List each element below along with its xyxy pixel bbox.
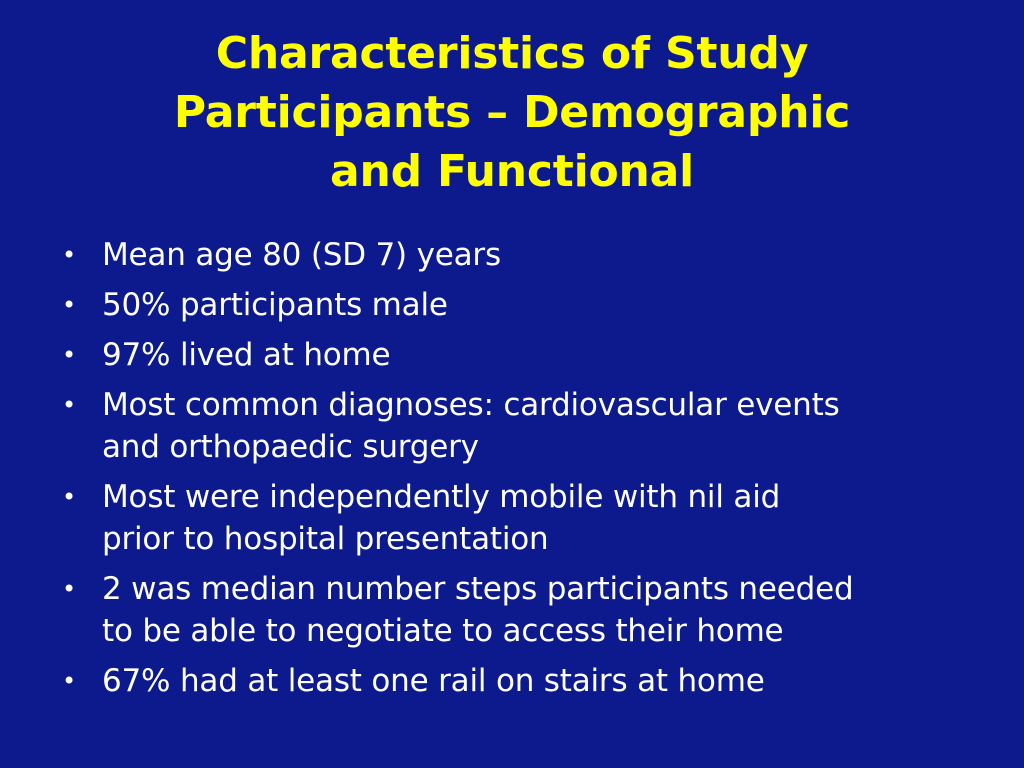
bullet-icon: • bbox=[62, 241, 76, 269]
title-line: and Functional bbox=[329, 146, 695, 197]
bullet-icon: • bbox=[62, 341, 76, 369]
bullet-text bbox=[102, 476, 982, 560]
bullet-line: 67% had at least one rail on stairs at home bbox=[102, 663, 765, 699]
bullet-text bbox=[102, 568, 982, 652]
bullet-item bbox=[62, 660, 982, 702]
bullet-icon: • bbox=[62, 391, 76, 419]
bullet-line: prior to hospital presentation bbox=[102, 521, 549, 557]
title-line: Characteristics of Study bbox=[215, 28, 809, 79]
bullet-line: to be able to negotiate to access their home bbox=[102, 613, 784, 649]
bullet-text bbox=[102, 334, 982, 376]
bullet-line: 97% lived at home bbox=[102, 337, 391, 373]
bullet-line: Most common diagnoses: cardiovascular events bbox=[102, 387, 840, 423]
bullet-icon: • bbox=[62, 575, 76, 603]
bullet-list bbox=[62, 234, 982, 710]
bullet-icon: • bbox=[62, 291, 76, 319]
bullet-item bbox=[62, 284, 982, 326]
bullet-icon: • bbox=[62, 483, 76, 511]
bullet-text bbox=[102, 284, 982, 326]
bullet-icon: • bbox=[62, 667, 76, 695]
bullet-item bbox=[62, 384, 982, 468]
bullet-text bbox=[102, 234, 982, 276]
bullet-line: and orthopaedic surgery bbox=[102, 429, 479, 465]
slide-title bbox=[60, 24, 964, 201]
bullet-line: Mean age 80 (SD 7) years bbox=[102, 237, 501, 273]
title-line: Participants – Demographic bbox=[173, 87, 851, 138]
bullet-text bbox=[102, 384, 982, 468]
bullet-line: 2 was median number steps participants needed bbox=[102, 571, 854, 607]
bullet-item bbox=[62, 234, 982, 276]
bullet-item bbox=[62, 334, 982, 376]
bullet-item bbox=[62, 476, 982, 560]
bullet-text bbox=[102, 660, 982, 702]
bullet-line: 50% participants male bbox=[102, 287, 448, 323]
bullet-line: Most were independently mobile with nil aid bbox=[102, 479, 781, 515]
bullet-item bbox=[62, 568, 982, 652]
